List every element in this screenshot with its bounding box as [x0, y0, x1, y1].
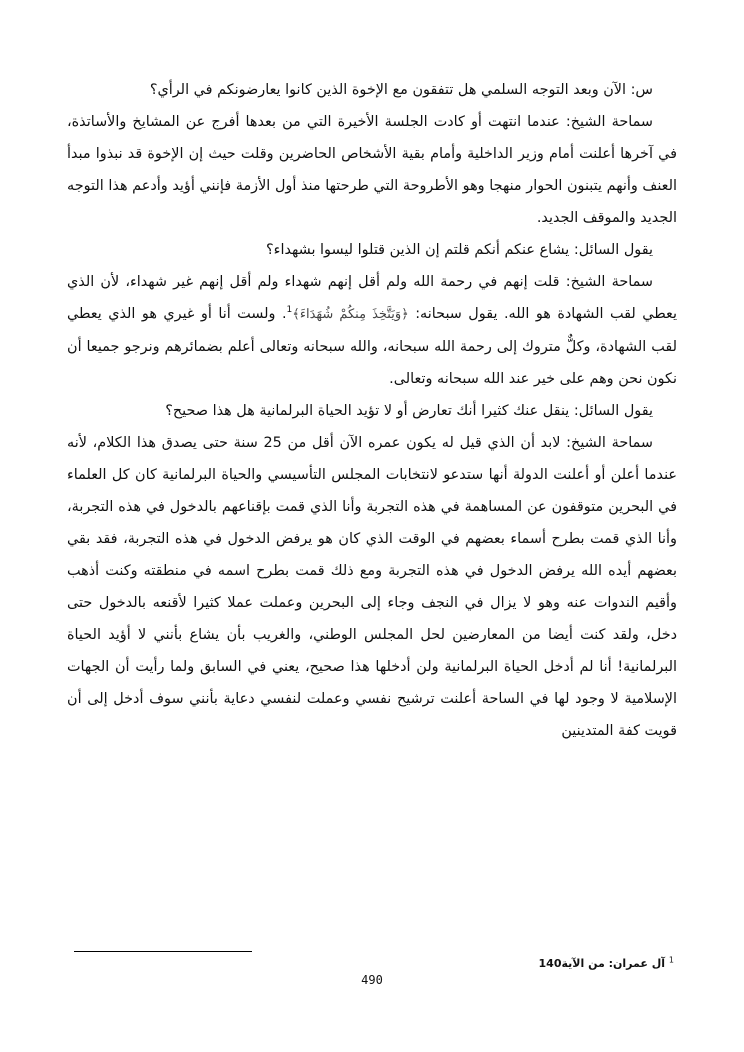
footnote-text: آل عمران: من الآية140 [538, 957, 666, 970]
answer-paragraph-1: سماحة الشيخ: عندما انتهت أو كادت الجلسة الأخيرة التي من بعدها أفرج عن المشايخ والأساتذة، في آخرها أعلنت أمام وزير الداخلية وأمام بقية الأشخاص الحاضرين وقلت حيث إن الإخوة قد نبذوا مبدأ العنف وأنهم يتبنون الحوار منهجا وهو الأطروحة التي طرحتها منذ أول الأزمة فإنني أؤيد وأدعم هذا التوجه الجديد والموقف الجديد. [67, 114, 677, 226]
footnote-reference[interactable]: 1 [286, 305, 293, 316]
quran-verse: ﴿وَيَتَّخِذَ مِنكُمْ شُهَدَاءَ﴾ [292, 307, 409, 322]
footnote-number: 1 [668, 955, 674, 965]
body-text [67, 74, 677, 747]
footnote-separator [74, 951, 252, 952]
footnote [539, 957, 674, 970]
question-paragraph-1: س: الآن وبعد التوجه السلمي هل تتفقون مع الإخوة الذين كانوا يعارضونكم في الرأي؟ [149, 82, 653, 98]
answer-paragraph-3: سماحة الشيخ: لابد أن الذي قيل له يكون عمره الآن أقل من 25 سنة حتى يصدق هذا الكلام، لأنه عندما أعلن أو أعلنت الدولة أنها ستدعو لانتخابات المجلس التأسيسي والحياة البرلمانية كان كل العلماء في البحرين متوقفون عن المساهمة في هذه التجربة وأنا الذي قمت بإقناعهم بالدخول في هذه التجربة، وأنا الذي قمت بطرح أسماء بعضهم في الوقت الذي كان هو يرفض الدخول في هذه التجربة، فقد بقي بعضهم أيده الله يرفض الدخول في هذه التجربة ومع ذلك قمت بطرح اسمه في منطقته وكنت أذهب وأقيم الندوات عنه وهو لا يزال في النجف وجاء إلى البحرين وعملت عملا كثيرا لأقنعه بالدخول حتى دخل، ولقد كنت أيضا من المعارضين لحل المجلس الوطني، والغريب بأن يشاع بأنني لا أؤيد الحياة البرلمانية! أنا لم أدخل الحياة البرلمانية ولن أدخلها هذا صحيح، يعني في السابق ولما رأيت أن الجهات الإسلامية لا وجود لها في الساحة أعلنت ترشيح نفسي وعملت لنفسي دعاية بأنني سوف أدخل إلى أن قويت كفة المتدينين [67, 435, 677, 739]
question-paragraph-2: يقول السائل: يشاع عنكم أنكم قلتم إن الذين قتلوا ليسوا بشهداء؟ [266, 242, 653, 258]
answer-text-after-verse: . ولست أنا أو غيري هو الذي يعطي لقب الشهادة، وكلٌّ متروك إلى رحمة الله سبحانه، والله سبحانه وتعالى أعلم بضمائرهم ونرجو جميعا أن نكون نحن وهم على خير عند الله سبحانه وتعالى. [67, 306, 677, 387]
question-paragraph-3: يقول السائل: ينقل عنك كثيرا أنك تعارض أو لا تؤيد الحياة البرلمانية هل هذا صحيح؟ [165, 403, 653, 419]
answer-paragraph-2 [67, 266, 677, 395]
answer-text-before-verse: سماحة الشيخ: قلت إنهم في رحمة الله ولم أقل إنهم شهداء ولم أقل إنهم غير شهداء، لأن الذي يعطي لقب الشهادة هو الله. يقول سبحانه: [67, 274, 678, 322]
page-number: 490 [361, 973, 383, 987]
